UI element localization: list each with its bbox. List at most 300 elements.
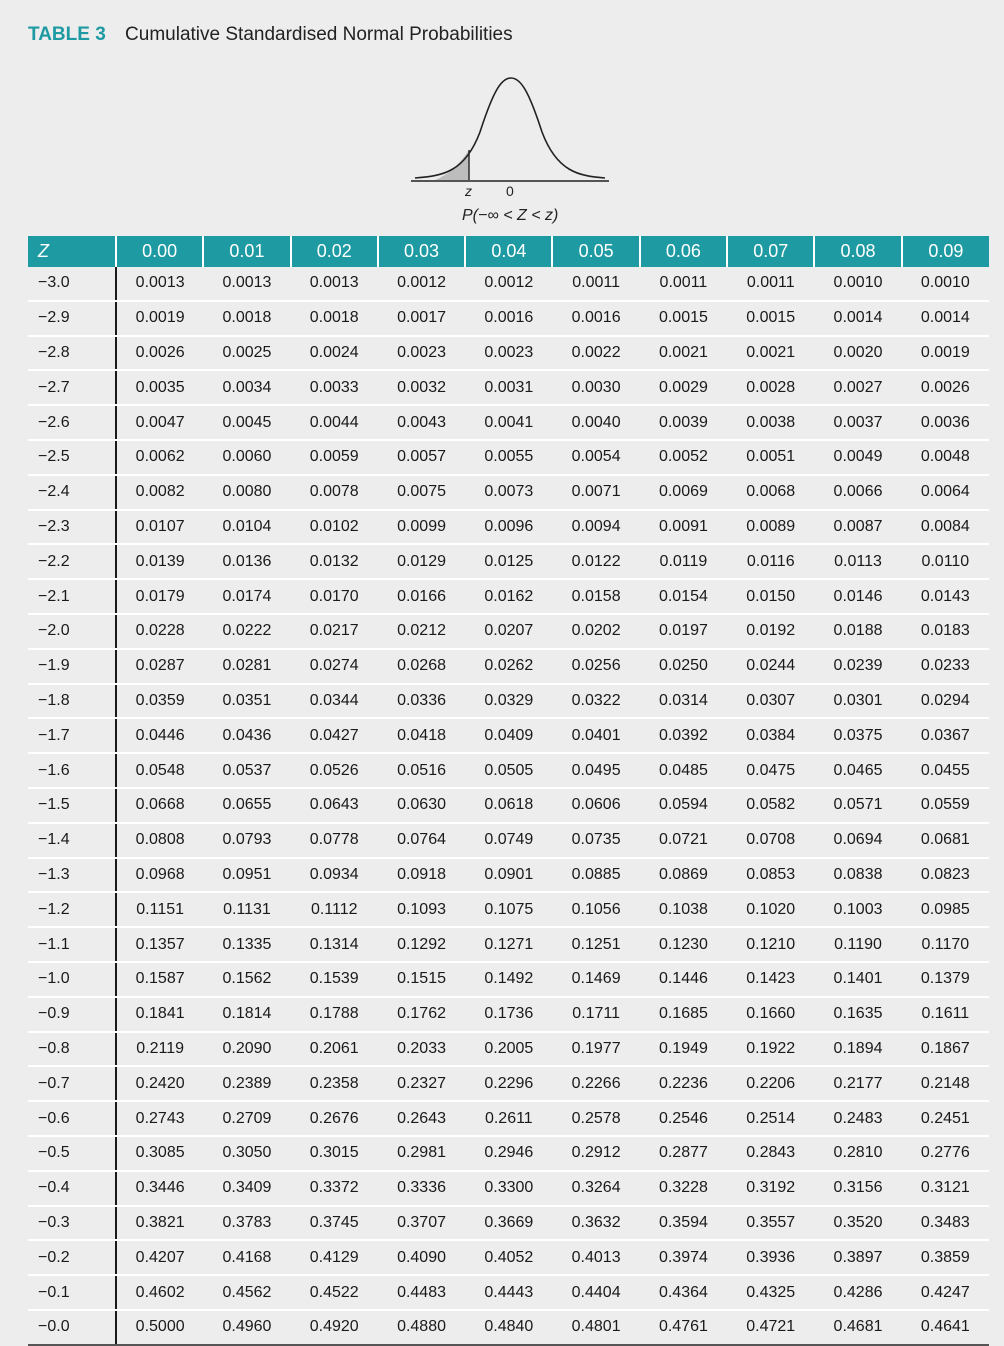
column-header: 0.00: [116, 236, 203, 267]
probability-cell: 0.3121: [902, 1171, 989, 1206]
table-row: [28, 336, 989, 371]
probability-cell: 0.3156: [814, 1171, 901, 1206]
probability-cell: 0.0985: [902, 892, 989, 927]
probability-cell: 0.1230: [640, 927, 727, 962]
probability-cell: 0.0301: [814, 684, 901, 719]
table-row: [28, 1310, 989, 1345]
probability-cell: 0.0015: [640, 301, 727, 336]
probability-cell: 0.0113: [814, 544, 901, 579]
probability-cell: 0.2643: [378, 1101, 465, 1136]
table-row: [28, 510, 989, 545]
probability-cell: 0.0027: [814, 370, 901, 405]
probability-cell: 0.0014: [902, 301, 989, 336]
probability-cell: 0.0096: [465, 510, 552, 545]
probability-cell: 0.2676: [291, 1101, 378, 1136]
probability-cell: 0.1788: [291, 997, 378, 1032]
probability-cell: 0.4721: [727, 1310, 814, 1345]
probability-cell: 0.0212: [378, 614, 465, 649]
table-row: [28, 962, 989, 997]
probability-cell: 0.1190: [814, 927, 901, 962]
column-header: 0.02: [291, 236, 378, 267]
probability-cell: 0.0075: [378, 475, 465, 510]
probability-cell: 0.0018: [203, 301, 290, 336]
probability-cell: 0.3050: [203, 1136, 290, 1171]
table-row: [28, 370, 989, 405]
probability-cell: 0.0104: [203, 510, 290, 545]
probability-cell: 0.0197: [640, 614, 727, 649]
probability-cell: 0.0594: [640, 788, 727, 823]
probability-cell: 0.0060: [203, 440, 290, 475]
probability-cell: 0.0107: [116, 510, 203, 545]
probability-cell: 0.0023: [465, 336, 552, 371]
z-value-cell: −3.0: [28, 267, 116, 301]
z-value-cell: −1.1: [28, 927, 116, 962]
probability-cell: 0.0968: [116, 858, 203, 893]
probability-cell: 0.0183: [902, 614, 989, 649]
probability-cell: 0.1379: [902, 962, 989, 997]
probability-cell: 0.0192: [727, 614, 814, 649]
probability-cell: 0.1660: [727, 997, 814, 1032]
probability-cell: 0.0102: [291, 510, 378, 545]
table-row: [28, 1066, 989, 1101]
probability-cell: 0.2451: [902, 1101, 989, 1136]
probability-cell: 0.4681: [814, 1310, 901, 1345]
probability-cell: 0.4840: [465, 1310, 552, 1345]
probability-cell: 0.3085: [116, 1136, 203, 1171]
column-header: 0.03: [378, 236, 465, 267]
probability-cell: 0.0150: [727, 579, 814, 614]
probability-cell: 0.0885: [552, 858, 639, 893]
probability-cell: 0.0012: [378, 267, 465, 301]
probability-cell: 0.0013: [116, 267, 203, 301]
probability-cell: 0.0010: [814, 267, 901, 301]
probability-cell: 0.0045: [203, 405, 290, 440]
probability-cell: 0.4801: [552, 1310, 639, 1345]
probability-cell: 0.4641: [902, 1310, 989, 1345]
probability-cell: 0.1401: [814, 962, 901, 997]
table-row: [28, 927, 989, 962]
probability-cell: 0.2177: [814, 1066, 901, 1101]
probability-cell: 0.2514: [727, 1101, 814, 1136]
z-value-cell: −0.3: [28, 1206, 116, 1241]
probability-cell: 0.0495: [552, 753, 639, 788]
probability-cell: 0.1314: [291, 927, 378, 962]
column-header: 0.09: [902, 236, 989, 267]
probability-cell: 0.1292: [378, 927, 465, 962]
table-row: [28, 684, 989, 719]
probability-cell: 0.0132: [291, 544, 378, 579]
column-header: 0.04: [465, 236, 552, 267]
probability-cell: 0.0359: [116, 684, 203, 719]
z-column-header: Z: [28, 236, 116, 267]
probability-cell: 0.1894: [814, 1032, 901, 1067]
z-value-cell: −2.8: [28, 336, 116, 371]
probability-cell: 0.3336: [378, 1171, 465, 1206]
probability-cell: 0.1003: [814, 892, 901, 927]
column-header: 0.01: [203, 236, 290, 267]
probability-cell: 0.0174: [203, 579, 290, 614]
probability-cell: 0.0049: [814, 440, 901, 475]
probability-cell: 0.0023: [378, 336, 465, 371]
probability-cell: 0.0154: [640, 579, 727, 614]
probability-cell: 0.0274: [291, 649, 378, 684]
table-row: [28, 440, 989, 475]
probability-cell: 0.1056: [552, 892, 639, 927]
probability-cell: 0.1762: [378, 997, 465, 1032]
probability-cell: 0.3669: [465, 1206, 552, 1241]
probability-cell: 0.0064: [902, 475, 989, 510]
probability-cell: 0.0643: [291, 788, 378, 823]
probability-cell: 0.0465: [814, 753, 901, 788]
probability-cell: 0.0222: [203, 614, 290, 649]
table-row: [28, 1206, 989, 1241]
probability-cell: 0.0384: [727, 718, 814, 753]
probability-cell: 0.0010: [902, 267, 989, 301]
table-row: [28, 301, 989, 336]
table-row: [28, 267, 989, 301]
probability-cell: 0.0735: [552, 823, 639, 858]
probability-cell: 0.0043: [378, 405, 465, 440]
probability-cell: 0.0026: [116, 336, 203, 371]
probability-cell: 0.0014: [814, 301, 901, 336]
probability-cell: 0.0179: [116, 579, 203, 614]
table-row: [28, 475, 989, 510]
probability-cell: 0.3632: [552, 1206, 639, 1241]
probability-cell: 0.1251: [552, 927, 639, 962]
table-row: [28, 614, 989, 649]
probability-cell: 0.0708: [727, 823, 814, 858]
probability-cell: 0.0202: [552, 614, 639, 649]
probability-cell: 0.0030: [552, 370, 639, 405]
probability-cell: 0.0025: [203, 336, 290, 371]
probability-cell: 0.1020: [727, 892, 814, 927]
z-value-cell: −0.7: [28, 1066, 116, 1101]
probability-cell: 0.0068: [727, 475, 814, 510]
z-value-cell: −2.9: [28, 301, 116, 336]
table-row: [28, 1101, 989, 1136]
probability-cell: 0.0143: [902, 579, 989, 614]
table-row: [28, 649, 989, 684]
probability-cell: 0.0823: [902, 858, 989, 893]
z-value-cell: −1.4: [28, 823, 116, 858]
probability-cell: 0.0351: [203, 684, 290, 719]
probability-cell: 0.0375: [814, 718, 901, 753]
table-row: [28, 579, 989, 614]
probability-cell: 0.4960: [203, 1310, 290, 1345]
probability-cell: 0.2119: [116, 1032, 203, 1067]
probability-cell: 0.0011: [552, 267, 639, 301]
probability-cell: 0.0047: [116, 405, 203, 440]
z-value-cell: −1.6: [28, 753, 116, 788]
column-header: 0.06: [640, 236, 727, 267]
column-header: 0.05: [552, 236, 639, 267]
probability-cell: 0.0035: [116, 370, 203, 405]
probability-cell: 0.1335: [203, 927, 290, 962]
probability-cell: 0.0032: [378, 370, 465, 405]
probability-cell: 0.4522: [291, 1275, 378, 1310]
probability-cell: 0.1423: [727, 962, 814, 997]
probability-cell: 0.0036: [902, 405, 989, 440]
z-value-cell: −0.9: [28, 997, 116, 1032]
table-row: [28, 823, 989, 858]
probability-cell: 0.2148: [902, 1066, 989, 1101]
column-header: 0.07: [727, 236, 814, 267]
shaded-tail-area: [435, 150, 469, 180]
probability-cell: 0.3300: [465, 1171, 552, 1206]
probability-cell: 0.0606: [552, 788, 639, 823]
probability-cell: 0.0028: [727, 370, 814, 405]
table-row: [28, 1240, 989, 1275]
probability-cell: 0.3707: [378, 1206, 465, 1241]
probability-cell: 0.4325: [727, 1275, 814, 1310]
probability-cell: 0.0630: [378, 788, 465, 823]
probability-cell: 0.2946: [465, 1136, 552, 1171]
probability-cell: 0.1867: [902, 1032, 989, 1067]
table-row: [28, 858, 989, 893]
probability-cell: 0.1736: [465, 997, 552, 1032]
probability-cell: 0.0099: [378, 510, 465, 545]
probability-cell: 0.1357: [116, 927, 203, 962]
probability-cell: 0.1038: [640, 892, 727, 927]
probability-cell: 0.3372: [291, 1171, 378, 1206]
probability-cell: 0.1515: [378, 962, 465, 997]
z-value-cell: −1.7: [28, 718, 116, 753]
probability-cell: 0.1112: [291, 892, 378, 927]
probability-cell: 0.0618: [465, 788, 552, 823]
probability-cell: 0.3520: [814, 1206, 901, 1241]
probability-cell: 0.1271: [465, 927, 552, 962]
probability-cell: 0.0485: [640, 753, 727, 788]
probability-cell: 0.0073: [465, 475, 552, 510]
probability-cell: 0.0228: [116, 614, 203, 649]
probability-cell: 0.3264: [552, 1171, 639, 1206]
probability-cell: 0.2206: [727, 1066, 814, 1101]
probability-cell: 0.0082: [116, 475, 203, 510]
probability-cell: 0.4207: [116, 1240, 203, 1275]
probability-cell: 0.5000: [116, 1310, 203, 1345]
probability-cell: 0.4443: [465, 1275, 552, 1310]
table-caption: Cumulative Standardised Normal Probabilities: [125, 24, 513, 45]
probability-cell: 0.0071: [552, 475, 639, 510]
table-row: [28, 1275, 989, 1310]
probability-cell: 0.4013: [552, 1240, 639, 1275]
probability-cell: 0.0052: [640, 440, 727, 475]
probability-cell: 0.2090: [203, 1032, 290, 1067]
probability-cell: 0.0022: [552, 336, 639, 371]
probability-cell: 0.2327: [378, 1066, 465, 1101]
probability-cell: 0.0655: [203, 788, 290, 823]
probability-cell: 0.3974: [640, 1240, 727, 1275]
header-row: [28, 236, 989, 267]
probability-cell: 0.0016: [552, 301, 639, 336]
probability-cell: 0.0869: [640, 858, 727, 893]
probability-cell: 0.0057: [378, 440, 465, 475]
probability-cell: 0.0020: [814, 336, 901, 371]
probability-cell: 0.4483: [378, 1275, 465, 1310]
probability-cell: 0.3936: [727, 1240, 814, 1275]
probability-cell: 0.2483: [814, 1101, 901, 1136]
probability-cell: 0.1170: [902, 927, 989, 962]
table-body: [28, 267, 989, 1345]
probability-cell: 0.1587: [116, 962, 203, 997]
probability-cell: 0.0244: [727, 649, 814, 684]
probability-cell: 0.0853: [727, 858, 814, 893]
probability-cell: 0.0336: [378, 684, 465, 719]
z-value-cell: −0.8: [28, 1032, 116, 1067]
column-header: 0.08: [814, 236, 901, 267]
probability-cell: 0.2810: [814, 1136, 901, 1171]
probability-cell: 0.0170: [291, 579, 378, 614]
probability-cell: 0.0018: [291, 301, 378, 336]
probability-cell: 0.0559: [902, 788, 989, 823]
table-row: [28, 892, 989, 927]
probability-cell: 0.0011: [640, 267, 727, 301]
probability-cell: 0.0055: [465, 440, 552, 475]
probability-cell: 0.0681: [902, 823, 989, 858]
probability-cell: 0.0034: [203, 370, 290, 405]
probability-cell: 0.2033: [378, 1032, 465, 1067]
table-row: [28, 753, 989, 788]
probability-cell: 0.0188: [814, 614, 901, 649]
probability-cell: 0.2546: [640, 1101, 727, 1136]
probability-cell: 0.3015: [291, 1136, 378, 1171]
probability-cell: 0.0344: [291, 684, 378, 719]
probability-cell: 0.0162: [465, 579, 552, 614]
probability-cell: 0.0041: [465, 405, 552, 440]
probability-cell: 0.1093: [378, 892, 465, 927]
probability-cell: 0.0793: [203, 823, 290, 858]
probability-cell: 0.0094: [552, 510, 639, 545]
probability-cell: 0.2358: [291, 1066, 378, 1101]
z-value-cell: −2.7: [28, 370, 116, 405]
probability-cell: 0.0125: [465, 544, 552, 579]
probability-cell: 0.0136: [203, 544, 290, 579]
probability-cell: 0.0367: [902, 718, 989, 753]
probability-cell: 0.3783: [203, 1206, 290, 1241]
probability-cell: 0.3745: [291, 1206, 378, 1241]
probability-cell: 0.0436: [203, 718, 290, 753]
probability-cell: 0.2061: [291, 1032, 378, 1067]
probability-cell: 0.0392: [640, 718, 727, 753]
probability-cell: 0.1611: [902, 997, 989, 1032]
probability-cell: 0.4602: [116, 1275, 203, 1310]
probability-cell: 0.3897: [814, 1240, 901, 1275]
z-value-cell: −0.0: [28, 1310, 116, 1345]
page-title: [28, 24, 513, 46]
probability-cell: 0.1922: [727, 1032, 814, 1067]
probability-cell: 0.0029: [640, 370, 727, 405]
probability-cell: 0.4761: [640, 1310, 727, 1345]
probability-cell: 0.1949: [640, 1032, 727, 1067]
probability-cell: 0.0427: [291, 718, 378, 753]
probability-cell: 0.0013: [203, 267, 290, 301]
z-value-cell: −0.6: [28, 1101, 116, 1136]
z-value-cell: −0.4: [28, 1171, 116, 1206]
probability-cell: 0.0031: [465, 370, 552, 405]
probability-cell: 0.0721: [640, 823, 727, 858]
probability-cell: 0.4129: [291, 1240, 378, 1275]
probability-cell: 0.0838: [814, 858, 901, 893]
probability-cell: 0.1685: [640, 997, 727, 1032]
probability-cell: 0.0446: [116, 718, 203, 753]
probability-cell: 0.0239: [814, 649, 901, 684]
probability-cell: 0.0934: [291, 858, 378, 893]
probability-cell: 0.1841: [116, 997, 203, 1032]
probability-cell: 0.2266: [552, 1066, 639, 1101]
probability-cell: 0.0294: [902, 684, 989, 719]
probability-cell: 0.0091: [640, 510, 727, 545]
probability-cell: 0.4168: [203, 1240, 290, 1275]
table-row: [28, 405, 989, 440]
probability-cell: 0.3483: [902, 1206, 989, 1241]
probability-cell: 0.4404: [552, 1275, 639, 1310]
probability-cell: 0.0668: [116, 788, 203, 823]
probability-cell: 0.0139: [116, 544, 203, 579]
table-row: [28, 997, 989, 1032]
probability-cell: 0.3557: [727, 1206, 814, 1241]
z-value-cell: −2.5: [28, 440, 116, 475]
z-value-cell: −1.5: [28, 788, 116, 823]
probability-cell: 0.0250: [640, 649, 727, 684]
probability-cell: 0.0011: [727, 267, 814, 301]
table-row: [28, 788, 989, 823]
probability-cell: 0.0233: [902, 649, 989, 684]
probability-cell: 0.0217: [291, 614, 378, 649]
probability-cell: 0.4364: [640, 1275, 727, 1310]
probability-cell: 0.0505: [465, 753, 552, 788]
probability-cell: 0.1977: [552, 1032, 639, 1067]
probability-cell: 0.1446: [640, 962, 727, 997]
probability-cell: 0.2611: [465, 1101, 552, 1136]
z-value-cell: −1.8: [28, 684, 116, 719]
probability-cell: 0.0015: [727, 301, 814, 336]
probability-cell: 0.1814: [203, 997, 290, 1032]
z-value-cell: −2.2: [28, 544, 116, 579]
probability-cell: 0.0024: [291, 336, 378, 371]
probability-cell: 0.0571: [814, 788, 901, 823]
probability-cell: 0.0021: [727, 336, 814, 371]
probability-cell: 0.2420: [116, 1066, 203, 1101]
z-value-cell: −1.9: [28, 649, 116, 684]
z-value-cell: −0.5: [28, 1136, 116, 1171]
probability-cell: 0.4090: [378, 1240, 465, 1275]
table-number: TABLE 3: [28, 24, 106, 45]
probability-cell: 0.1131: [203, 892, 290, 927]
probability-cell: 0.0037: [814, 405, 901, 440]
probability-cell: 0.0019: [902, 336, 989, 371]
probability-cell: 0.3446: [116, 1171, 203, 1206]
probability-cell: 0.0694: [814, 823, 901, 858]
probability-cell: 0.3859: [902, 1240, 989, 1275]
probability-cell: 0.0401: [552, 718, 639, 753]
probability-cell: 0.0256: [552, 649, 639, 684]
table-row: [28, 1136, 989, 1171]
probability-cell: 0.2981: [378, 1136, 465, 1171]
probability-cell: 0.0307: [727, 684, 814, 719]
probability-cell: 0.4880: [378, 1310, 465, 1345]
probability-cell: 0.3821: [116, 1206, 203, 1241]
probability-cell: 0.0322: [552, 684, 639, 719]
probability-cell: 0.4562: [203, 1275, 290, 1310]
normal-curve-diagram: [405, 72, 615, 232]
probability-cell: 0.0054: [552, 440, 639, 475]
probability-cell: 0.0119: [640, 544, 727, 579]
probability-cell: 0.0778: [291, 823, 378, 858]
probability-cell: 0.4920: [291, 1310, 378, 1345]
probability-cell: 0.0069: [640, 475, 727, 510]
z-value-cell: −1.0: [28, 962, 116, 997]
probability-cell: 0.0062: [116, 440, 203, 475]
